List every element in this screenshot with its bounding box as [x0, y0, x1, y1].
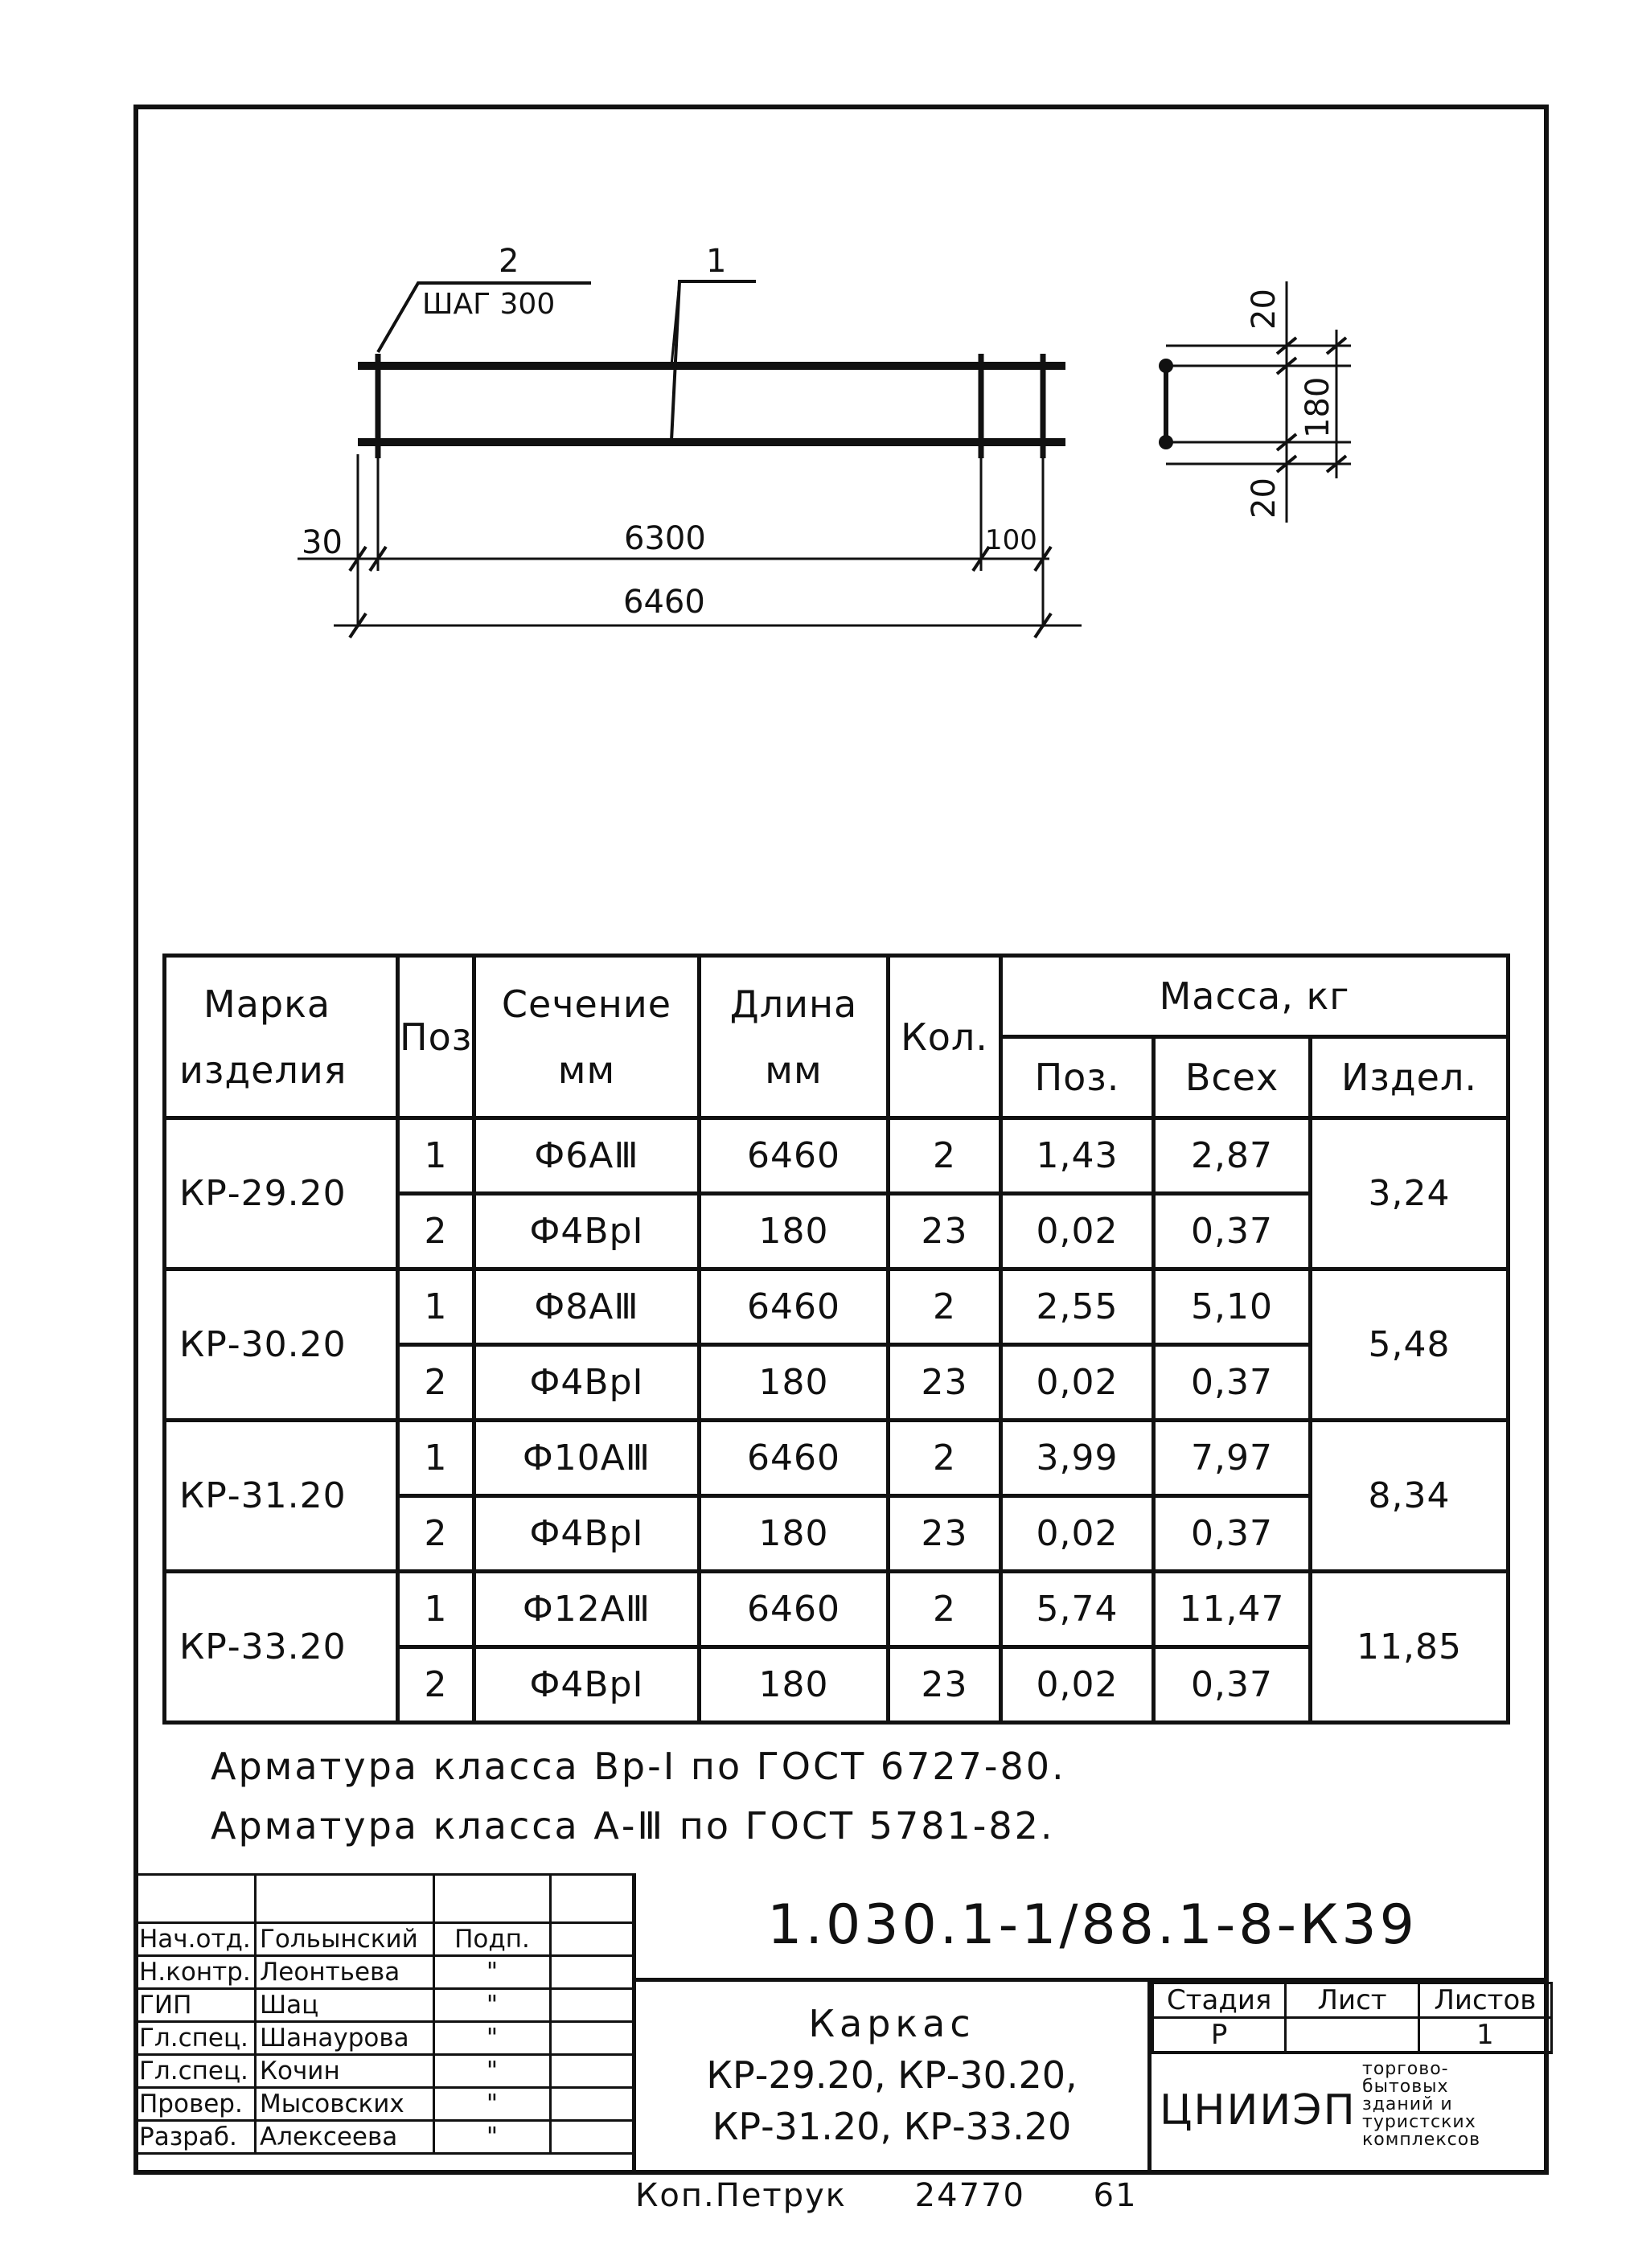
signature-row: Н.контр. Леонтьева "	[135, 1956, 634, 1989]
notes	[211, 1737, 1066, 1856]
cell-mass-all: 0,37	[1154, 1194, 1311, 1269]
leader-1	[671, 281, 756, 441]
stage-block	[1147, 1982, 1553, 2175]
cell-mass-pos: 0,02	[1001, 1496, 1154, 1572]
cell-section: Ф4ВрⅠ	[474, 1496, 700, 1572]
cell-pos: 2	[398, 1194, 474, 1269]
cell-length: 6460	[700, 1421, 889, 1496]
cell-length: 6460	[700, 1269, 889, 1345]
stage-value: Р	[1153, 2018, 1286, 2053]
header-mass-item: Издел.	[1311, 1037, 1509, 1118]
cell-qty: 2	[889, 1269, 1001, 1345]
cell-mass-pos: 0,02	[1001, 1345, 1154, 1421]
dim-left-offset: 30	[302, 524, 343, 561]
step-label: ШАГ 300	[422, 288, 556, 321]
sheets-value: 1	[1418, 2018, 1551, 2053]
cell-mass-all: 0,37	[1154, 1496, 1311, 1572]
cell-pos: 1	[398, 1269, 474, 1345]
signature-row: Провер. Мысовских "	[135, 2088, 634, 2121]
signature-row: Разраб. Алексеева "	[135, 2121, 634, 2154]
cell-qty: 2	[889, 1572, 1001, 1647]
dim-total: 6460	[623, 584, 705, 621]
cell-length: 180	[700, 1647, 889, 1723]
org-name: ЦНИИЭП	[1160, 2086, 1357, 2135]
header-qty: Кол.	[889, 956, 1001, 1118]
header-mass-pos: Поз.	[1001, 1037, 1154, 1118]
cell-mass-pos: 1,43	[1001, 1118, 1154, 1194]
sheets-header: Листов	[1418, 1983, 1551, 2018]
section-rod-bottom	[1159, 435, 1173, 449]
table-header-row	[165, 956, 1509, 1037]
sheet-header: Лист	[1286, 1983, 1418, 2018]
table-row	[165, 1572, 1509, 1647]
dim-span: 6300	[624, 520, 706, 557]
specification-table	[162, 954, 1510, 1725]
cell-qty: 23	[889, 1194, 1001, 1269]
row-mark: КР-30.20	[165, 1269, 398, 1421]
row-mark: КР-33.20	[165, 1572, 398, 1723]
cell-mass-all: 0,37	[1154, 1647, 1311, 1723]
note-line: Арматура класса А-Ⅲ по ГОСТ 5781-82.	[211, 1804, 1055, 1848]
cell-section: Ф4ВрⅠ	[474, 1345, 700, 1421]
header-section: Сечение мм	[474, 956, 700, 1118]
organization	[1152, 2051, 1553, 2178]
header-mass-all: Всех	[1154, 1037, 1311, 1118]
cell-section: Ф4ВрⅠ	[474, 1194, 700, 1269]
cell-pos: 2	[398, 1345, 474, 1421]
dim-right-offset: 100	[985, 524, 1037, 556]
section-rod-top	[1159, 359, 1173, 373]
title-right	[632, 1873, 1549, 2175]
archive-number: 24770	[914, 2177, 1025, 2214]
signature-row: Гл.спец. Кочин "	[135, 2055, 634, 2088]
cell-section: Ф12АⅢ	[474, 1572, 700, 1647]
header-pos: Поз	[398, 956, 474, 1118]
cell-mass-pos: 0,02	[1001, 1647, 1154, 1723]
cell-mass-pos: 5,74	[1001, 1572, 1154, 1647]
cell-section: Ф4ВрⅠ	[474, 1647, 700, 1723]
cell-length: 6460	[700, 1118, 889, 1194]
dim-height: 180	[1299, 376, 1336, 438]
note-line: Арматура класса Вр-Ⅰ по ГОСТ 6727-80.	[211, 1745, 1066, 1788]
header-mark: Марка изделия	[165, 956, 398, 1118]
page-number: 61	[1093, 2177, 1138, 2214]
dim-top-cover: 20	[1246, 289, 1283, 330]
signature-row: Гл.спец. Шанаурова "	[135, 2022, 634, 2055]
header-mass: Масса, кг	[1001, 956, 1509, 1037]
row-mark: КР-31.20	[165, 1421, 398, 1572]
callout-1: 1	[706, 243, 727, 280]
frame-drawing	[0, 0, 1638, 925]
cell-pos: 1	[398, 1421, 474, 1496]
cell-mass-all: 11,47	[1154, 1572, 1311, 1647]
row-mark: КР-29.20	[165, 1118, 398, 1269]
table-row	[165, 1421, 1509, 1496]
signatures-table	[133, 1873, 634, 2155]
cell-qty: 23	[889, 1345, 1001, 1421]
cell-mass-all: 2,87	[1154, 1118, 1311, 1194]
cell-length: 180	[700, 1345, 889, 1421]
cell-mass-item: 8,34	[1311, 1421, 1509, 1572]
cell-length: 6460	[700, 1572, 889, 1647]
drawing-title: Каркас КР-29.20, КР-30.20, КР-31.20, КР-33.20	[706, 2002, 1078, 2148]
cell-pos: 1	[398, 1118, 474, 1194]
signature-row: Нач.отд. Гольынский Подп.	[135, 1923, 634, 1956]
table-row	[165, 1118, 1509, 1194]
cell-mass-item: 5,48	[1311, 1269, 1509, 1421]
cell-qty: 2	[889, 1421, 1001, 1496]
sheet-value	[1286, 2018, 1418, 2053]
callout-2: 2	[499, 243, 519, 280]
copy-stamp	[635, 2177, 1194, 2214]
copied-by: Коп.Петрук	[635, 2177, 847, 2214]
cell-pos: 2	[398, 1496, 474, 1572]
org-description: торгово- бытовых зданий и туристских комплексов	[1362, 2059, 1481, 2150]
cell-length: 180	[700, 1194, 889, 1269]
cell-mass-all: 5,10	[1154, 1269, 1311, 1345]
cell-section: Ф8АⅢ	[474, 1269, 700, 1345]
title-block	[133, 1873, 1549, 2175]
stage-header: Стадия	[1153, 1983, 1286, 2018]
cell-qty: 23	[889, 1496, 1001, 1572]
cell-qty: 23	[889, 1647, 1001, 1723]
cell-mass-pos: 2,55	[1001, 1269, 1154, 1345]
cell-qty: 2	[889, 1118, 1001, 1194]
cell-section: Ф10АⅢ	[474, 1421, 700, 1496]
cell-pos: 2	[398, 1647, 474, 1723]
cell-mass-pos: 3,99	[1001, 1421, 1154, 1496]
cell-length: 180	[700, 1496, 889, 1572]
table-row	[165, 1269, 1509, 1345]
cell-section: Ф6АⅢ	[474, 1118, 700, 1194]
cell-mass-item: 11,85	[1311, 1572, 1509, 1723]
signature-row: ГИП Шац "	[135, 1989, 634, 2022]
dim-bottom-cover: 20	[1246, 478, 1283, 519]
header-length: Длина мм	[700, 956, 889, 1118]
cell-pos: 1	[398, 1572, 474, 1647]
cell-mass-all: 7,97	[1154, 1421, 1311, 1496]
cell-mass-pos: 0,02	[1001, 1194, 1154, 1269]
cell-mass-item: 3,24	[1311, 1118, 1509, 1269]
document-code: 1.030.1-1/88.1-8-К39	[636, 1873, 1549, 1982]
cell-mass-all: 0,37	[1154, 1345, 1311, 1421]
